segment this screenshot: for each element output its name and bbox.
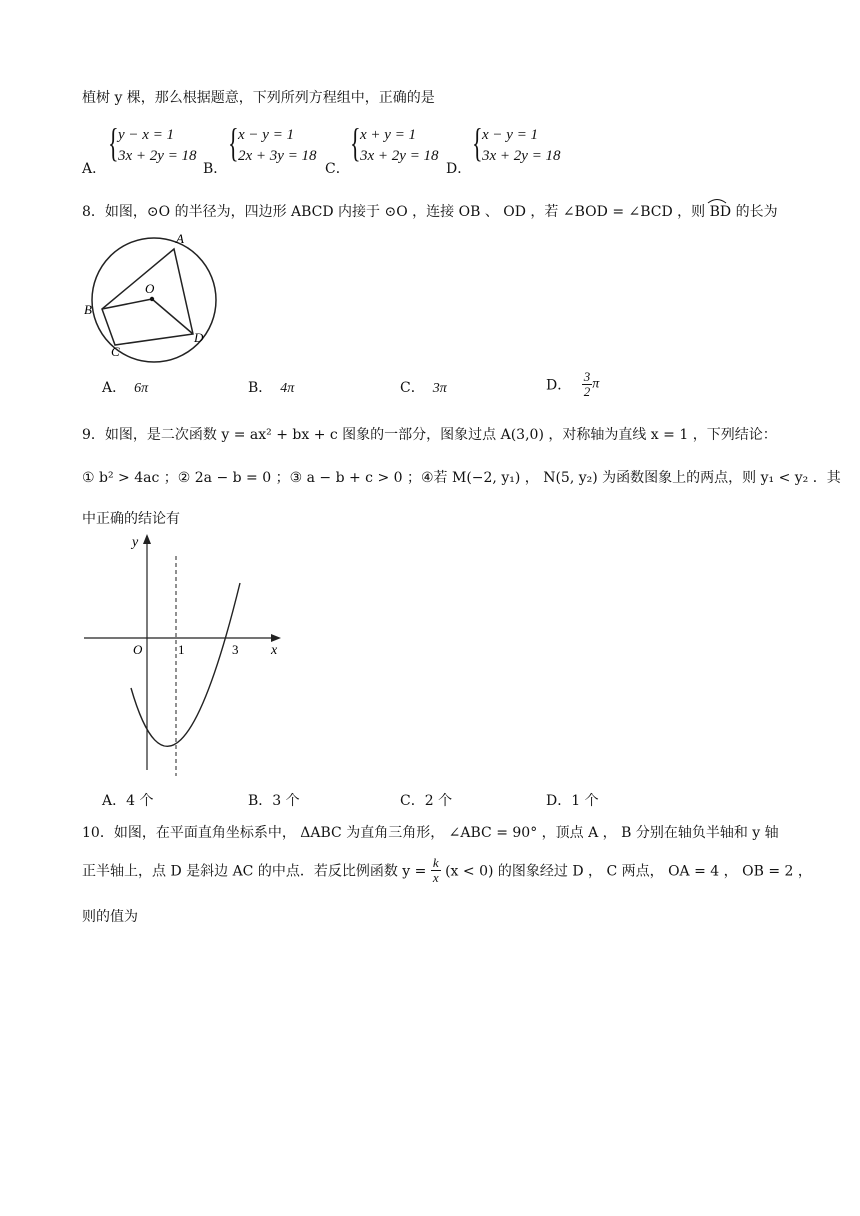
q7-option-a-label[interactable]: A．	[82, 161, 107, 177]
q10-line1: 10．如图，在平面直角坐标系中， ΔABC 为直角三角形， ∠ABC = 90° ，顶点 A ， B 分别在轴负半轴和 y 轴	[82, 825, 779, 841]
label-b: B	[84, 302, 92, 317]
brace-icon: {	[472, 120, 483, 165]
fraction-k-over-x: $\frac{k}{x}$	[432, 855, 439, 885]
label-tick-3: 3	[232, 642, 239, 657]
q9-option-b[interactable]: B．3 个	[248, 793, 300, 809]
q9-option-d[interactable]: D．1 个	[546, 793, 599, 809]
q7-option-c-label[interactable]: C．	[325, 161, 350, 177]
q8-stem: 8．如图，⊙O 的半径为，四边形 ABCD 内接于 ⊙O ，连接 OB 、 OD ，若 ∠BOD = ∠BCD ，则 BD 的长为	[82, 204, 778, 220]
q9-line3: 中正确的结论有	[82, 511, 180, 527]
label-a: A	[176, 231, 184, 246]
q9-line2: ① b² > 4ac ；② 2a − b = 0 ；③ a − b + c > 0 ；④若 M(−2, y₁) ， N(5, y₂) 为函数图象上的两点，则 y₁ < y₂ ．其	[82, 470, 841, 486]
q8-option-a[interactable]: A． 6π	[102, 380, 149, 396]
y-axis-arrow-icon	[143, 534, 151, 544]
label-c: C	[111, 344, 120, 359]
center-dot	[150, 297, 154, 301]
x-axis-arrow-icon	[271, 634, 281, 642]
brace-icon: {	[350, 120, 361, 165]
q8-circle-figure	[82, 228, 232, 368]
q7-stem: 植树 y 棵，那么根据题意，下列所列方程组中，正确的是	[82, 90, 435, 106]
q9-option-a[interactable]: A．4 个	[102, 793, 154, 809]
label-y: y	[132, 535, 139, 550]
q10-line3: 则的值为	[82, 909, 138, 925]
label-o: O	[145, 281, 155, 296]
q7-option-d-label[interactable]: D．	[446, 161, 472, 177]
q7-option-b-label[interactable]: B．	[203, 161, 228, 177]
q10-line2: 正半轴上，点 D 是斜边 AC 的中点．若反比例函数 y = $\frac{k}{x}$ (x < 0) 的图象经过 D ， C 两点， OA = 4 ， OB = 2 ，	[82, 855, 812, 885]
quad-abcd	[102, 249, 193, 345]
brace-icon: {	[228, 120, 239, 165]
bd-arc-accent-icon	[706, 196, 728, 204]
q9-option-c[interactable]: C．2 个	[400, 793, 453, 809]
fraction: $\frac{3}{2}$	[583, 369, 591, 399]
q8-option-c[interactable]: C． 3π	[400, 380, 447, 396]
q9-line1: 9．如图，是二次函数 y = ax² + bx + c 图象的一部分，图象过点 A(3,0) ，对称轴为直线 x = 1 ，下列结论：	[82, 427, 777, 443]
q8-option-d[interactable]: D． $\frac{3}{2}$ π	[546, 369, 600, 399]
q8-option-b[interactable]: B． 4π	[248, 380, 295, 396]
segment-ob	[102, 299, 152, 309]
label-origin: O	[133, 642, 143, 657]
brace-icon: {	[108, 120, 119, 165]
q9-parabola-graph	[82, 530, 302, 780]
label-tick-1: 1	[178, 642, 185, 657]
label-d: D	[194, 330, 204, 345]
label-x: x	[271, 643, 278, 658]
